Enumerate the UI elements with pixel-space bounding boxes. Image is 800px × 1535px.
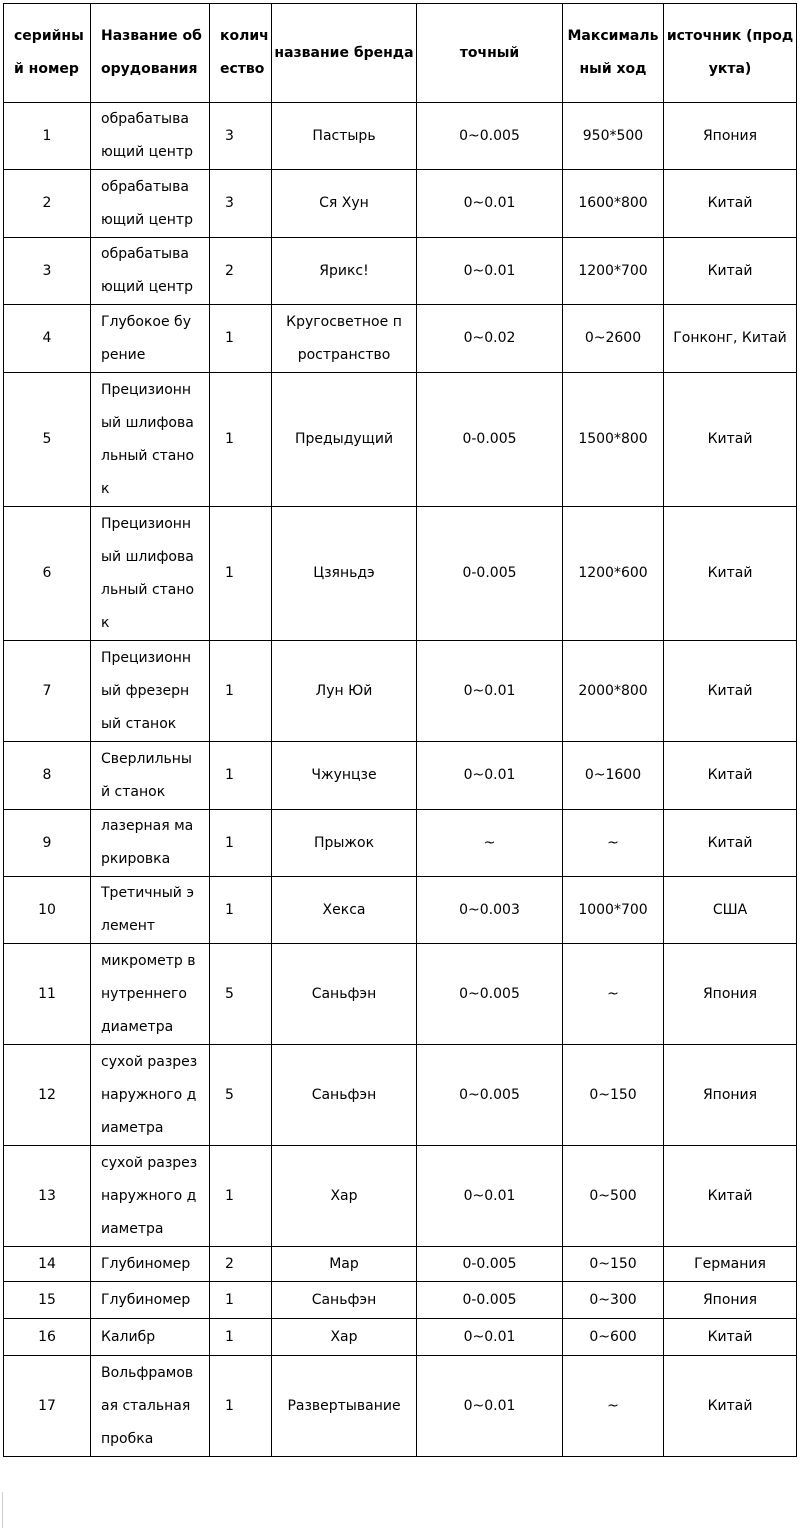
cell-equipment-name: лазерная маркировка — [91, 810, 210, 877]
cell-serial-number: 14 — [4, 1247, 91, 1282]
cell-brand: Хар — [272, 1146, 417, 1247]
cell-equipment-name: Вольфрамовая стальная пробка — [91, 1356, 210, 1457]
cell-accuracy: ~ — [417, 810, 563, 877]
cell-equipment-name: Глубиномер — [91, 1247, 210, 1282]
cell-serial-number: 7 — [4, 641, 91, 742]
cell-brand: Чжунцзе — [272, 742, 417, 810]
cell-max-stroke: 0~150 — [563, 1247, 664, 1282]
cell-accuracy: 0~0.01 — [417, 1319, 563, 1356]
cell-max-stroke: 1500*800 — [563, 373, 664, 507]
cell-accuracy: 0~0.01 — [417, 238, 563, 305]
header-origin: источник (продукта) — [664, 4, 797, 103]
cell-max-stroke: 0~500 — [563, 1146, 664, 1247]
cell-brand: Ярикс! — [272, 238, 417, 305]
cell-origin: США — [664, 877, 797, 944]
cell-equipment-name: Прецизионный шлифовальный станок — [91, 373, 210, 507]
cell-accuracy: 0~0.01 — [417, 641, 563, 742]
header-quantity: количество — [210, 4, 272, 103]
cell-serial-number: 17 — [4, 1356, 91, 1457]
cell-serial-number: 6 — [4, 507, 91, 641]
cell-equipment-name: Прецизионный фрезерный станок — [91, 641, 210, 742]
cell-accuracy: 0~0.01 — [417, 1356, 563, 1457]
cell-max-stroke: 1000*700 — [563, 877, 664, 944]
cell-accuracy: 0~0.01 — [417, 1146, 563, 1247]
cell-quantity: 1 — [210, 1356, 272, 1457]
cell-max-stroke: 950*500 — [563, 103, 664, 170]
cell-max-stroke: 0~300 — [563, 1282, 664, 1319]
cell-accuracy: 0~0.02 — [417, 305, 563, 373]
cell-quantity: 1 — [210, 1319, 272, 1356]
cell-max-stroke: ~ — [563, 1356, 664, 1457]
cell-max-stroke: ~ — [563, 810, 664, 877]
cell-brand: Саньфэн — [272, 944, 417, 1045]
table-row — [4, 507, 797, 641]
cell-equipment-name: Глубокое бурение — [91, 305, 210, 373]
header-serial-number: серийный номер — [4, 4, 91, 103]
header-row — [4, 4, 797, 103]
cell-accuracy: 0~0.005 — [417, 944, 563, 1045]
cell-quantity: 3 — [210, 170, 272, 238]
cell-origin: Гонконг, Китай — [664, 305, 797, 373]
cell-origin: Германия — [664, 1247, 797, 1282]
cell-serial-number: 10 — [4, 877, 91, 944]
table-row — [4, 742, 797, 810]
header-accuracy: точный — [417, 4, 563, 103]
table-row — [4, 944, 797, 1045]
cell-accuracy: 0-0.005 — [417, 373, 563, 507]
cell-origin: Китай — [664, 1146, 797, 1247]
cell-serial-number: 16 — [4, 1319, 91, 1356]
cell-quantity: 1 — [210, 810, 272, 877]
cell-quantity: 2 — [210, 1247, 272, 1282]
cell-equipment-name: обрабатывающий центр — [91, 238, 210, 305]
cell-equipment-name: сухой разрез наружного диаметра — [91, 1045, 210, 1146]
cell-equipment-name: Третичный элемент — [91, 877, 210, 944]
cell-equipment-name: Калибр — [91, 1319, 210, 1356]
table-row — [4, 170, 797, 238]
cell-brand: Кругосветное пространство — [272, 305, 417, 373]
cell-equipment-name: обрабатывающий центр — [91, 103, 210, 170]
cell-origin: Китай — [664, 742, 797, 810]
cell-accuracy: 0~0.01 — [417, 170, 563, 238]
cell-origin: Китай — [664, 507, 797, 641]
cell-quantity: 1 — [210, 305, 272, 373]
equipment-table — [3, 3, 797, 1457]
cell-quantity: 1 — [210, 742, 272, 810]
cell-quantity: 5 — [210, 1045, 272, 1146]
cell-equipment-name: Прецизионный шлифовальный станок — [91, 507, 210, 641]
table-row — [4, 1319, 797, 1356]
cell-origin: Япония — [664, 944, 797, 1045]
cell-brand: Лун Юй — [272, 641, 417, 742]
cell-accuracy: 0~0.003 — [417, 877, 563, 944]
cell-brand: Саньфэн — [272, 1282, 417, 1319]
cell-brand: Хекса — [272, 877, 417, 944]
cell-brand: Ся Хун — [272, 170, 417, 238]
table-row — [4, 641, 797, 742]
cell-brand: Цзяньдэ — [272, 507, 417, 641]
cell-quantity: 1 — [210, 507, 272, 641]
cell-quantity: 1 — [210, 1146, 272, 1247]
cell-equipment-name: микрометр внутреннего диаметра — [91, 944, 210, 1045]
cell-quantity: 1 — [210, 641, 272, 742]
cell-accuracy: 0-0.005 — [417, 1247, 563, 1282]
cell-origin: Китай — [664, 238, 797, 305]
cell-brand: Хар — [272, 1319, 417, 1356]
cell-brand: Предыдущий — [272, 373, 417, 507]
cell-quantity: 1 — [210, 877, 272, 944]
cell-origin: Китай — [664, 641, 797, 742]
table-row — [4, 810, 797, 877]
cell-origin: Китай — [664, 373, 797, 507]
cell-quantity: 5 — [210, 944, 272, 1045]
table-row — [4, 1282, 797, 1319]
cell-serial-number: 3 — [4, 238, 91, 305]
cell-max-stroke: 0~2600 — [563, 305, 664, 373]
cell-serial-number: 15 — [4, 1282, 91, 1319]
cell-serial-number: 1 — [4, 103, 91, 170]
cell-brand: Саньфэн — [272, 1045, 417, 1146]
cell-max-stroke: ~ — [563, 944, 664, 1045]
cell-brand: Пастырь — [272, 103, 417, 170]
cell-quantity: 1 — [210, 1282, 272, 1319]
text-cursor — [2, 1492, 3, 1528]
cell-serial-number: 4 — [4, 305, 91, 373]
cell-origin: Китай — [664, 1356, 797, 1457]
cell-brand: Прыжок — [272, 810, 417, 877]
table-row — [4, 238, 797, 305]
cell-max-stroke: 0~150 — [563, 1045, 664, 1146]
header-equipment-name: Название оборудования — [91, 4, 210, 103]
cell-origin: Япония — [664, 103, 797, 170]
table-row — [4, 103, 797, 170]
cell-serial-number: 2 — [4, 170, 91, 238]
cell-quantity: 2 — [210, 238, 272, 305]
cell-accuracy: 0-0.005 — [417, 1282, 563, 1319]
cell-serial-number: 8 — [4, 742, 91, 810]
cell-origin: Япония — [664, 1282, 797, 1319]
cell-serial-number: 5 — [4, 373, 91, 507]
cell-accuracy: 0~0.005 — [417, 103, 563, 170]
cell-max-stroke: 1600*800 — [563, 170, 664, 238]
cell-brand: Мар — [272, 1247, 417, 1282]
cell-serial-number: 9 — [4, 810, 91, 877]
cell-origin: Китай — [664, 810, 797, 877]
cell-equipment-name: Сверлильный станок — [91, 742, 210, 810]
cell-origin: Япония — [664, 1045, 797, 1146]
table-row — [4, 1146, 797, 1247]
cell-equipment-name: обрабатывающий центр — [91, 170, 210, 238]
header-brand: название бренда — [272, 4, 417, 103]
cell-accuracy: 0~0.01 — [417, 742, 563, 810]
table-row — [4, 1356, 797, 1457]
cell-max-stroke: 0~1600 — [563, 742, 664, 810]
header-max-stroke: Максимальный ход — [563, 4, 664, 103]
cell-quantity: 3 — [210, 103, 272, 170]
cell-serial-number: 11 — [4, 944, 91, 1045]
table-row — [4, 373, 797, 507]
cell-equipment-name: Глубиномер — [91, 1282, 210, 1319]
cell-max-stroke: 0~600 — [563, 1319, 664, 1356]
cell-accuracy: 0-0.005 — [417, 507, 563, 641]
cell-max-stroke: 1200*700 — [563, 238, 664, 305]
cell-origin: Китай — [664, 170, 797, 238]
cell-quantity: 1 — [210, 373, 272, 507]
table-row — [4, 1247, 797, 1282]
cell-origin: Китай — [664, 1319, 797, 1356]
cell-max-stroke: 1200*600 — [563, 507, 664, 641]
cell-accuracy: 0~0.005 — [417, 1045, 563, 1146]
cell-equipment-name: сухой разрез наружного диаметра — [91, 1146, 210, 1247]
cell-serial-number: 13 — [4, 1146, 91, 1247]
cell-brand: Развертывание — [272, 1356, 417, 1457]
cell-serial-number: 12 — [4, 1045, 91, 1146]
table-row — [4, 1045, 797, 1146]
table-row — [4, 877, 797, 944]
table-row — [4, 305, 797, 373]
cell-max-stroke: 2000*800 — [563, 641, 664, 742]
